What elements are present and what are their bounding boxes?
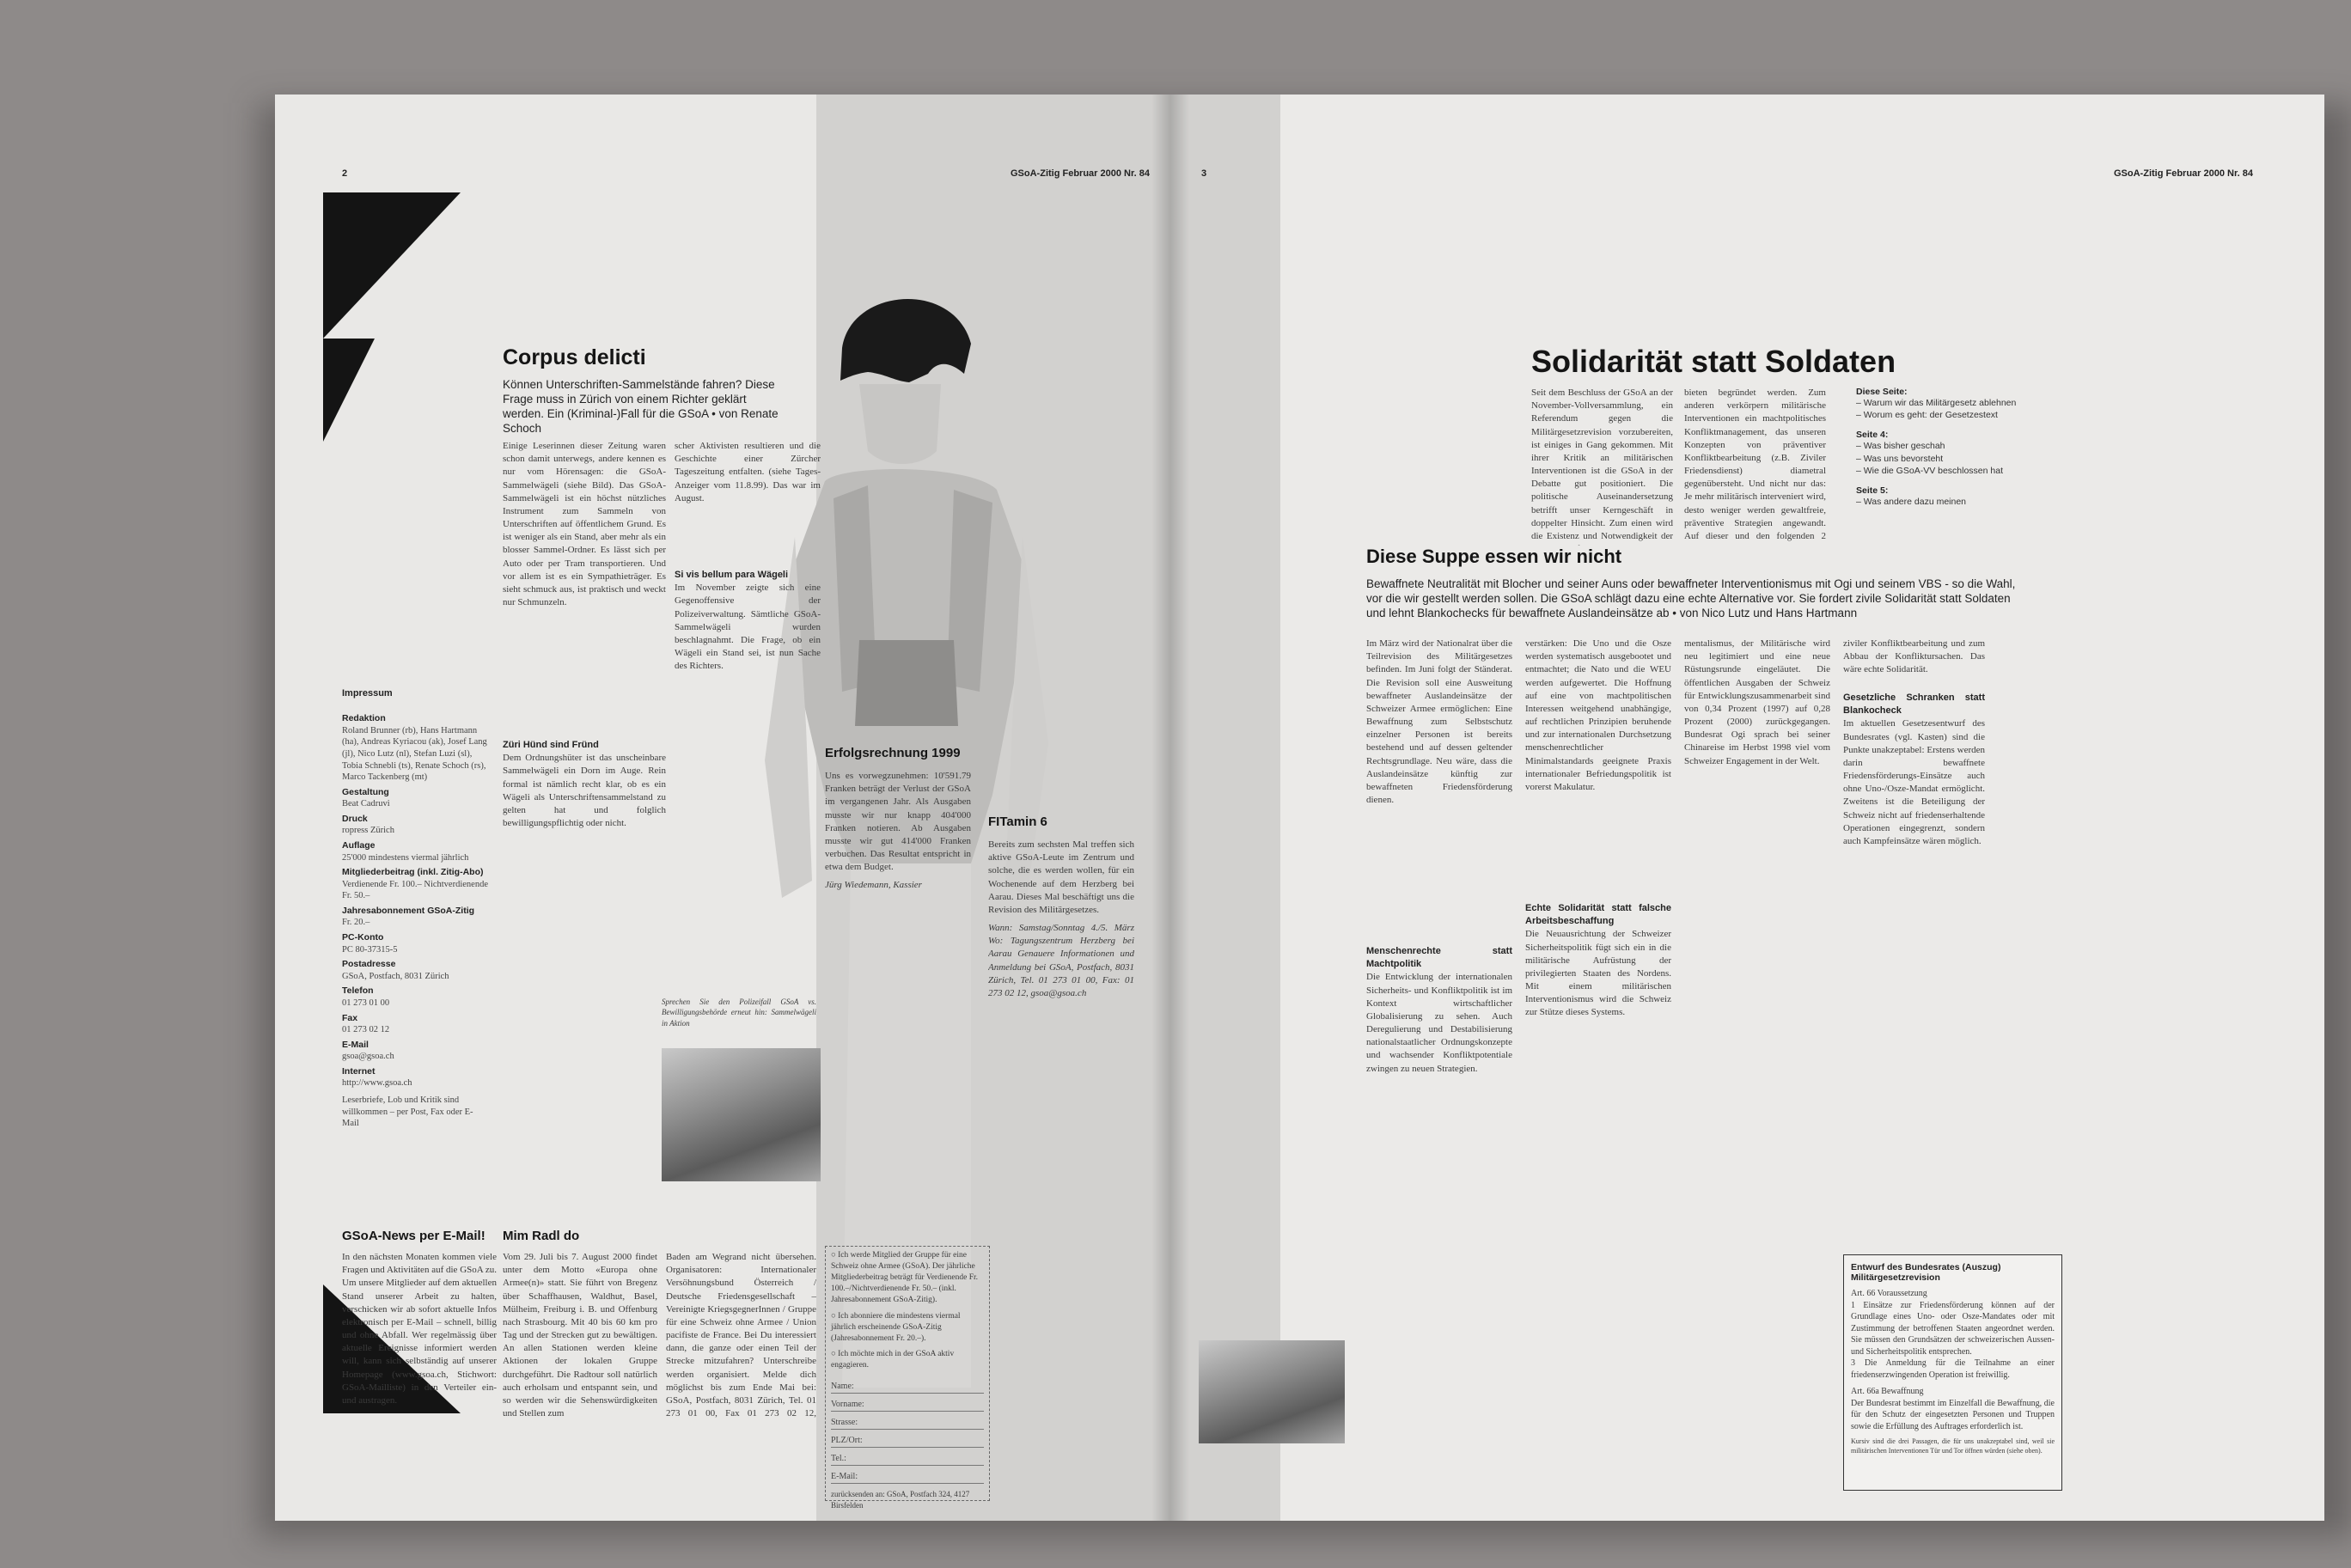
impressum-label: Mitgliederbeitrag (inkl. Zitig-Abo) [342,867,484,878]
impressum-label: Telefon [342,985,374,997]
toc-item: – Was uns bevorsteht [1856,453,1944,464]
fitamin-headline: FITamin 6 [988,815,1047,829]
impressum-label: Internet [342,1065,376,1077]
law-box [1843,1254,2062,1491]
form-field[interactable]: Tel.: [831,1448,984,1466]
form-fields-list [831,1376,984,1484]
impressum-label: Fax [342,1012,358,1023]
suppe-headline: Diese Suppe essen wir nicht [1366,546,1622,567]
lead-headline: Solidarität statt Soldaten [1531,344,1896,379]
impressum-value: GSoA, Postfach, 8031 Zürich [342,971,449,981]
fitamin-body [988,839,1134,1199]
article-body-col2: scher Aktivisten resultieren und die Geschichte einer Zürcher Tageszeitung entfalten. (siehe Tages-Anzeiger vom 11.8.99). Das war im August. [675,441,821,503]
impressum-footer: Leserbriefe, Lob und Kritik sind willkommen – per Post, Fax oder E-Mail [342,1095,473,1129]
impressum-label: E-Mail [342,1039,369,1050]
toc-item: – Was andere dazu meinen [1856,496,1967,507]
art66a-title: Art. 66a Bewaffnung [1851,1387,1924,1396]
center-fold [1151,95,1189,1521]
fitamin-text: Bereits zum sechsten Mal treffen sich aktive GSoA-Leute im Zentrum und solche, die es werden wollen, für ein Wochenende auf dem Herzberg bei Aarau. Dieses Mal beschäftigt uns die Revision des Militärgesetzes. [988,839,1134,915]
art66-para1: 1 Einsätze zur Friedensförderung können auf der Grundlage eines Uno- oder Osze-Mandates oder mit Zustimmung der betroffenen Staaten angeordnet werden. Sie müssen den Grundsätzen der schweizerischen Aussen- und Sicherheitspolitik entsprechen. [1851,1300,2055,1357]
article-body-col1b [503,739,666,1186]
suppe-subhead: Gesetzliche Schranken statt Blankocheck [1843,692,1985,717]
running-header: GSoA-Zitig Februar 2000 Nr. 84 [2114,168,2253,179]
impressum-value: PC 80-37315-5 [342,944,398,955]
photo-caption: Sprechen Sie den Polizeifall GSoA vs. Bewilligungsbehörde erneut hin: Sammelwägeli in Aktion [662,998,816,1028]
toc-item: – Worum es geht: der Gesetzestext [1856,410,1998,421]
suppe-subhead: Echte Solidarität statt falsche Arbeitsbeschaffung [1525,903,1671,927]
impressum-label: Gestaltung [342,786,389,797]
art66-para3: 3 Die Anmeldung für die Teilnahme an einer friedenserzwingenden Operation ist freiwillig. [1851,1358,2055,1380]
news-body: In den nächsten Monaten kommen viele Fragen und Aktivitäten auf die GSoA zu. Um unsere Mitglieder auf dem aktuellen Stand unserer Arbeit zu halten, verschicken wir ab sofort aktuelle Infos elektronisch per E-Mail – schnell, billig und ohne Abfall. Wer regelmässig über aktuelle Ereignisse informiert werden will, kann sich selbständig auf unserer Homepage (www.gsoa.ch, Stichwort: GSoA-Mailliste) in den Verteiler ein- und austragen. [342,1252,497,1406]
right-page [1169,95,2324,1521]
radl-headline: Mim Radl do [503,1229,580,1243]
impressum-value: 25'000 mindestens viermal jährlich [342,852,469,863]
toc-section-title: Seite 5: [1856,485,1889,496]
form-options [826,1247,989,1514]
impressum-label: Jahresabonnement GSoA-Zitig [342,906,475,916]
impressum-value: Beat Cadruvi [342,799,390,809]
page-number: 2 [342,168,348,179]
suppe-deck: Bewaffnete Neutralität mit Blocher und seiner Auns oder bewaffneter Interventionismus mit Ogi und seinem VBS - so die Wahl, vor die wir gestellt werden sollen. Die GSoA schlägt dazu eine echte Alternative vor. Sie fordert zivile Solidarität statt Soldaten und lehnt Blankochecks für bewaffnete Auslandeinsätze ab • von Nico Lutz und Hans Hartmann [1366,577,2016,619]
article-deck: Können Unterschriften-Sammelstände fahren? Diese Frage muss in Zürich von einem Richter geklärt werden. Ein (Kriminal-)Fall für die GSoA • von Renate Schoch [503,378,779,435]
suppe-paragraph: Die Entwicklung der internationalen Sicherheits- und Konfliktpolitik ist im Kontext wirtschaftlicher Globalisierung zu sehen. Auch Deregulierung und Destabilisierung nationalstaatlicher Ordnungskonzepte und wachsender Konfliktpotentiale zwingen zu neuen Strategien. [1366,972,1512,1074]
impressum-label: Postadresse [342,959,396,970]
impressum-value: http://www.gsoa.ch [342,1078,412,1089]
toc-item: – Wie die GSoA-VV beschlossen hat [1856,465,2004,476]
form-field[interactable]: E-Mail: [831,1466,984,1484]
impressum-value: Roland Brunner (rb), Hans Hartmann (ha), Andreas Kyriacou (ak), Josef Lang (jl), Nico Lutz (nl), Stefan Luzi (sl), Tobia Schnebli (ts), Renate Schoch (rs), Marco Tackenberg (mt) [342,725,487,783]
membership-form [825,1246,990,1510]
article-body-col1: Einige Leserinnen dieser Zeitung waren schon damit unterwegs, andere kennen es nur vom Hörensagen: die GSoA-Sammelwägeli (siehe Bild). Das GSoA-Sammelwägeli ist ein höchst nützliches Instrument zum Sammeln von Unterschriften auf öffentlichem Grund. Es ist weniger als ein Stand, aber mehr als ein blosser Sammel-Ordner. Es lässt sich per Auto oder per Tram transportieren. Und vor allem ist es ein Sympathieträger. Es sieht schmuck aus, ist praktisch und weckt nur Schmunzeln. [503,441,666,608]
form-footer: zurücksenden an: GSoA, Postfach 324, 4127 Birsfelden [831,1490,970,1510]
impressum-value: 01 273 01 00 [342,998,390,1008]
article-paragraph: Im November zeigte sich eine Gegenoffensive der Polizeiverwaltung. Sämtliche GSoA-Sammelwägeli wurden beschlagnahmt. Die Frage, ob ein Wägeli ein Stand sei, ist nun Sache des Richters. [675,583,821,672]
radl-body: Vom 29. Juli bis 7. August 2000 findet unter dem Motto «Europa ohne Armee(n)» statt. Sie führt von Bregenz über Schaffhausen, Waldhut, Basel, Mülheim, Freiburg i. B. und Offenburg nach Strasbourg. Mit 40 bis 60 km pro Tag und der Strecken gut zu bewältigen. An allen Stationen werden kleine Aktionen der lokalen Gruppe durchgeführt. Die Radtour soll natürlich auch erholsam und entspannt sein, und so werden wir die Sehenswürdigkeiten und Stellen zum [503,1252,657,1419]
lead-body-col2: bieten begründet werden. Zum anderen verkörpern militärische Interventionen ein machtpolitisches Konfliktmanagement, das unseren Konzepten von präventiver Konfliktbearbeitung (z.B. Ziviler Friedensdienst) diametral gegenübersteht. Und nicht nur das: Je mehr militärisch interveniert wird, desto weniger werden gewaltfreie, präventive Strategien angewandt. Auf dieser und den folgenden 2 [1684,387,1826,541]
impressum-value: Fr. 20.– [342,918,370,928]
toc-item: – Was bisher geschah [1856,441,1945,452]
fitamin-details: Wann: Samstag/Sonntag 4./5. März Wo: Tagungszentrum Herzberg bei Aarau Genauere Informationen und Anmeldung bei GSoA, Postfach, 8031 Zürich, Tel. 01 273 01 00, Fax: 01 273 02 12, gsoa@gsoa.ch [988,923,1134,998]
article-subhead: Züri Hünd sind Fründ [503,740,599,750]
impressum-value: 01 273 02 12 [342,1024,390,1034]
triangle-graphic-top [323,192,461,442]
sammelwaegeli-photo [662,1048,821,1181]
erfolgsrechnung-headline: Erfolgsrechnung 1999 [825,746,961,760]
art66a-para1: Der Bundesrat bestimmt im Einzelfall die Bewaffnung, die für den Schutz der eingesetzten Personen und Truppen sowie die Erfüllung des Auftrages erforderlich ist. [1851,1398,2055,1431]
impressum-value: gsoa@gsoa.ch [342,1052,394,1062]
toc-section-title: Seite 4: [1856,430,1889,441]
form-field[interactable]: Vorname: [831,1394,984,1412]
suppe-col2b [1525,902,1671,1486]
suppe-col1: Im März wird der Nationalrat über die Teilrevision des Militärgesetzes befinden. Im Juni folgt der Ständerat. Die Revision soll eine Ausweitung bewaffneter Auslandeinsätze der Schweizer Armee ermöglichen: Eine Bewaffnung zum Selbstschutz einzelner Personen ist bereits bestehend und auf dessen geltender Rechtsgrundlage. Neu wäre, dass die Auslandeinsätze künftig zur bewaffneten Friedensförderung dienen. [1366,638,1512,806]
impressum-label: PC-Konto [342,932,384,943]
impressum-value: ropress Zürich [342,826,394,836]
suppe-subhead: Menschenrechte statt Machtpolitik [1366,946,1512,970]
running-header: GSoA-Zitig Februar 2000 Nr. 84 [1011,168,1150,179]
suppe-col1b [1366,945,1512,1418]
suppe-paragraph: Die Neuausrichtung der Schweizer Sicherheitspolitik fügt sich ein in die militärische Aufrüstung der privilegierten Staaten des Nordens. Mit einem militärischen Interventionismus wird die Schweiz zur Stütze dieses Systems. [1525,929,1671,1018]
law-box-footnote: Kursiv sind die drei Passagen, die für uns unakzeptabel sind, weil sie militärischen Interventionen Tür und Tor öffnen würden (siehe oben). [1851,1437,2055,1455]
impressum-title: Impressum [342,688,393,699]
suppe-col3: mentalismus, der Militärische wird neu legitimiert und eine neue Rüstungsrunde eingeläutet. Die öffentlichen Ausgaben der Schweiz für Entwicklungszusammenarbeit sind von 0,34 Prozent (1997) auf 0,28 Prozent (2000) zurückgegangen. Bundesrat Ogi sprach bei seiner Chinareise im Herbst 1998 viel vom Schweizer Engagement in der Welt. [1684,638,1830,766]
form-field[interactable]: PLZ/Ort: [831,1430,984,1448]
erfolgsrechnung-signature: Jürg Wiedemann, Kassier [825,880,922,891]
form-field[interactable]: Strasse: [831,1412,984,1430]
toc-item: – Warum wir das Militärgesetz ablehnen [1856,398,2017,408]
page-number: 3 [1201,168,1207,179]
soldiers-photo [1199,1340,1345,1443]
baden-text: Baden am Wegrand nicht übersehen. Organisatoren: Internationaler Versöhnungsbund Österreich / Deutsche Friedensgesellschaft – Vereinigte KriegsgegnerInnen / Gruppe für eine Schweiz ohne Armee / Union pacifiste de France. Bei Du interessiert dann, die ganze oder einen Teil der Strecke mitzufahren? Unterschreibe werden organisiert. Melde dich möglichst bis zum Ende Mai bei: GSoA, Postfach, 8031 Zürich, Tel. 01 273 01 00, Fax 01 273 02 12, [666,1252,816,1419]
table-of-contents [1856,387,2028,508]
impressum-value: Verdienende Fr. 100.– Nichtverdienende Fr. 50.– [342,879,488,901]
lead-body-col1: Seit dem Beschluss der GSoA an der November-Vollversammlung, ein Referendum gegen die Militärgesetzrevision vorzubereiten, ist einiges in Gang gekommen. Mit ihrer Kritik an militärischen Interventionen ist die GSoA in der Debatte gut positioniert. Die politische Auseinandersetzung betrifft unser Kerngeschäft in doppelter Hinsicht. Zum einen wird die Existenz und Notwendigkeit der [1531,387,1673,541]
impressum [342,687,488,1220]
art66-title: Art. 66 Voraussetzung [1851,1289,1927,1298]
suppe-col4b [1843,692,1985,1293]
article-subhead: Si vis bellum para Wägeli [675,570,789,580]
news-headline: GSoA-News per E-Mail! [342,1229,485,1243]
form-option[interactable]: ○ Ich abonniere die mindestens viermal jährlich erscheinende GSoA-Zitig (Jahresabonnement Fr. 20.–). [831,1311,961,1343]
impressum-label: Auflage [342,840,376,851]
suppe-col2: verstärken: Die Uno und die Osze werden systematisch ausgebootet und entmachtet; die Nato und die WEU werden aufgewertet. Die Hoffnung auf eine von machtpolitischen Interessen weitgehend unabhängige, auf rechtlichen Prinzipien beruhende und zur internationalen Durchsetzung menschenrechtlicher Minimalstandards geeignete Praxis internationaler Befriedungspolitik ist vorerst Makulatur. [1525,638,1671,792]
impressum-list [342,712,488,1089]
article-paragraph: Dem Ordnungshüter ist das unscheinbare Sammelwägeli ein Dorn im Auge. Rein formal ist nämlich recht klar, ob es ein Wägeli als Unterschriftensammelstand zu gelten hat und folglich bewilligungspflichtig oder nicht. [503,753,666,829]
suppe-col4: ziviler Konfliktbearbeitung und zum Abbau der Konfliktursachen. Das wäre echte Solidarität. [1843,638,1985,675]
impressum-label: Redaktion [342,713,386,724]
erfolgsrechnung-body [825,770,971,1199]
form-options-list [831,1250,984,1371]
toc-section-title: Diese Seite: [1856,387,1908,397]
impressum-label: Druck [342,813,368,824]
suppe-paragraph: Im aktuellen Gesetzesentwurf des Bundesrates (vgl. Kasten) sind die Punkte unakzeptabel: Erstens werden darin bewaffnete Friedensförderungs-Einsätze auch ohne Uno-/Osze-Mandat ermöglicht. Zweitens ist die Beteiligung der Schweiz nicht auf friedenserhaltende Operationen eingegrenzt, sondern auch Kampfeinsätze wären möglich. [1843,718,1985,846]
left-page [275,95,1169,1521]
erfolgsrechnung-text: Uns es vorwegzunehmen: 10'591.79 Franken beträgt der Verlust der GSoA im vergangenen Jahr. Als Ausgaben musste wir nur knapp 404'000 Franken notieren. Ab Ausgaben musste wir gut 414'000 Franken verbuchen. Das Resultat entspricht in etwa dem Budget. [825,771,971,873]
form-field[interactable]: Name: [831,1376,984,1394]
law-box-title: Entwurf des Bundesrates (Auszug) Militärgesetzrevision [1851,1262,2001,1283]
article-headline: Corpus delicti [503,345,646,369]
form-option[interactable]: ○ Ich möchte mich in der GSoA aktiv engagieren. [831,1349,955,1370]
law-box-body [1851,1288,2055,1456]
form-option[interactable]: ○ Ich werde Mitglied der Gruppe für eine Schweiz ohne Armee (GSoA). Der jährliche Mitgliederbeitrag beträgt für Verdienende Fr. 100.–/Nichtverdienende Fr. 50.– (inkl. Jahresabonnement GSoA-Zitig). [831,1251,979,1305]
